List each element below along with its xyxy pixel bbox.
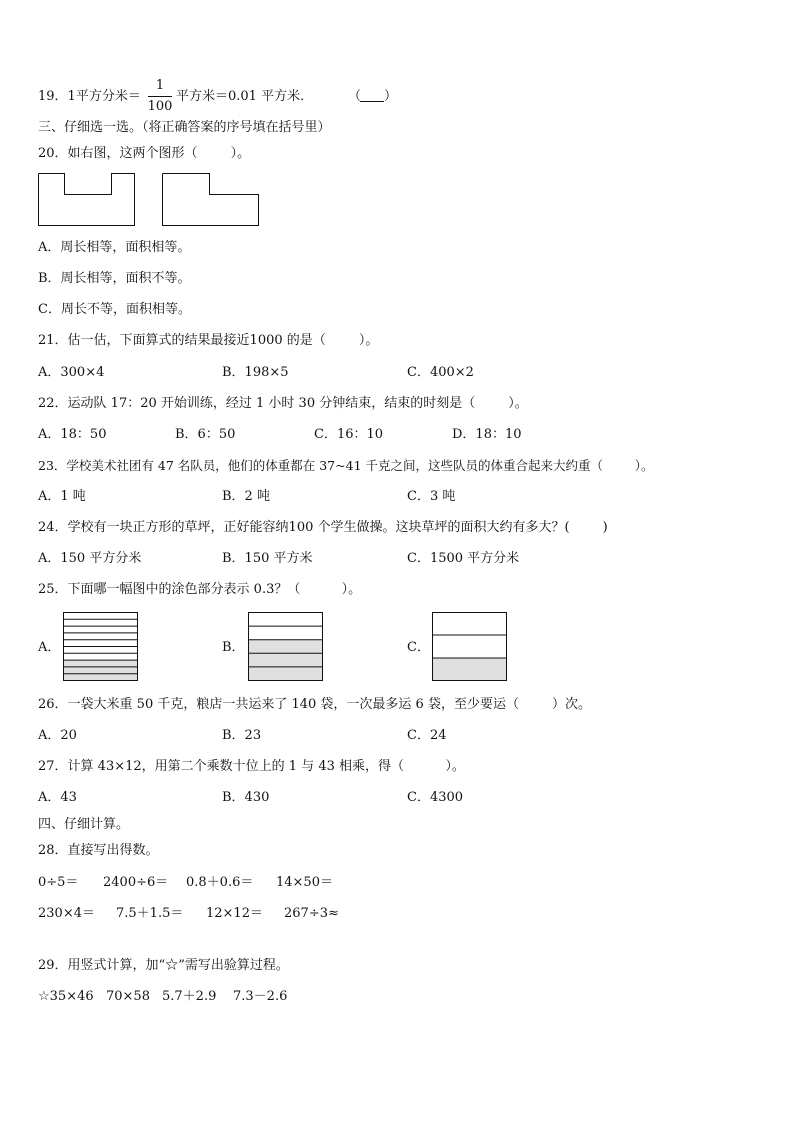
q19-fraction-bar <box>148 96 172 97</box>
q27-stem: 27．计算 43×12，用第二个乘数十位上的 1 与 43 相乘，得（ ）。 <box>38 759 465 774</box>
q28-item: 267÷3≈ <box>284 906 339 921</box>
q19-suffix: 平方米＝0.01 平方米． <box>176 89 314 104</box>
q29-item: ☆35×46 <box>38 989 94 1004</box>
q20-option-b: B．周长相等，面积不等。 <box>38 271 191 286</box>
q21-stem: 21．估一估，下面算式的结果最接近1000 的是（ ）。 <box>38 333 379 348</box>
q22-option-d: D．18：10 <box>452 427 522 442</box>
q29-item: 70×58 <box>106 989 150 1004</box>
q26-option-b: B．23 <box>222 728 262 743</box>
q29-item: 7.3－2.6 <box>233 989 288 1004</box>
q24-stem: 24．学校有一块正方形的草坪，正好能容纳100 个学生做操。这块草坪的面积大约有多大？( ) <box>38 520 608 535</box>
q23-option-b: B．2 吨 <box>222 489 270 504</box>
q28-item: 230×4＝ <box>38 906 95 921</box>
q20-option-c: C．周长不等，面积相等。 <box>38 302 191 317</box>
q25-option-c: C． <box>407 640 430 655</box>
q26-option-c: C．24 <box>407 728 447 743</box>
q25-figure-a <box>63 612 139 682</box>
q19-answer-blank[interactable] <box>360 101 384 102</box>
q20-figure-left <box>38 173 138 227</box>
q28-item: 0÷5＝ <box>38 875 79 890</box>
q19-fraction-numerator: 1 <box>155 78 165 93</box>
q22-option-c: C．16：10 <box>314 427 384 442</box>
q24-option-c: C．1500 平方分米 <box>407 551 520 566</box>
q21-option-b: B．198×5 <box>222 365 289 380</box>
q28-stem: 28．直接写出得数。 <box>38 843 159 858</box>
q25-figure-c <box>432 612 508 682</box>
q24-option-b: B．150 平方米 <box>222 551 313 566</box>
q23-option-a: A．1 吨 <box>38 489 86 504</box>
q27-option-c: C．4300 <box>407 790 464 805</box>
q28-item: 14×50＝ <box>276 875 333 890</box>
q28-item: 0.8＋0.6＝ <box>186 875 254 890</box>
q28-item: 7.5＋1.5＝ <box>116 906 184 921</box>
q22-option-b: B．6：50 <box>175 427 236 442</box>
q25-option-b: B． <box>222 640 245 655</box>
q26-option-a: A．20 <box>38 728 77 743</box>
q23-stem: 23．学校美术社团有 47 名队员，他们的体重都在 37~41 千克之间，这些队员的体重合起来大约重（ ）。 <box>38 458 654 473</box>
q26-stem: 26．一袋大米重 50 千克，粮店一共运来了 140 袋，一次最多运 6 袋，至少要运（ ）次。 <box>38 697 592 712</box>
q28-item: 12×12＝ <box>206 906 263 921</box>
q19-paren-open: （ <box>348 89 362 104</box>
q19-paren-close: ） <box>384 89 398 104</box>
q25-stem: 25．下面哪一幅图中的涂色部分表示 0.3？（ ）。 <box>38 582 362 597</box>
q22-option-a: A．18：50 <box>38 427 107 442</box>
q29-stem: 29．用竖式计算，加“☆”需写出验算过程。 <box>38 958 289 973</box>
q22-stem: 22．运动队 17：20 开始训练，经过 1 小时 30 分钟结束，结束的时刻是（ ）。 <box>38 396 528 411</box>
q24-option-a: A．150 平方分米 <box>38 551 142 566</box>
q29-item: 5.7＋2.9 <box>162 989 217 1004</box>
q27-option-b: B．430 <box>222 790 270 805</box>
section3-heading: 三、仔细选一选。（将正确答案的序号填在括号里） <box>38 120 331 135</box>
q28-item: 2400÷6＝ <box>103 875 169 890</box>
q20-stem: 20．如右图，这两个图形（ ）。 <box>38 146 251 161</box>
q25-option-a: A． <box>38 640 61 655</box>
q21-option-a: A．300×4 <box>38 365 105 380</box>
q25-figure-b <box>248 612 324 682</box>
q19-fraction-denominator: 100 <box>147 99 173 114</box>
section4-heading: 四、仔细计算。 <box>38 817 130 832</box>
q20-option-a: A．周长相等，面积相等。 <box>38 240 191 255</box>
q20-figure-right <box>162 173 262 227</box>
q21-option-c: C．400×2 <box>407 365 474 380</box>
q19-prefix: 19．1平方分米＝ <box>38 89 141 104</box>
q23-option-c: C．3 吨 <box>407 489 456 504</box>
q27-option-a: A．43 <box>38 790 77 805</box>
